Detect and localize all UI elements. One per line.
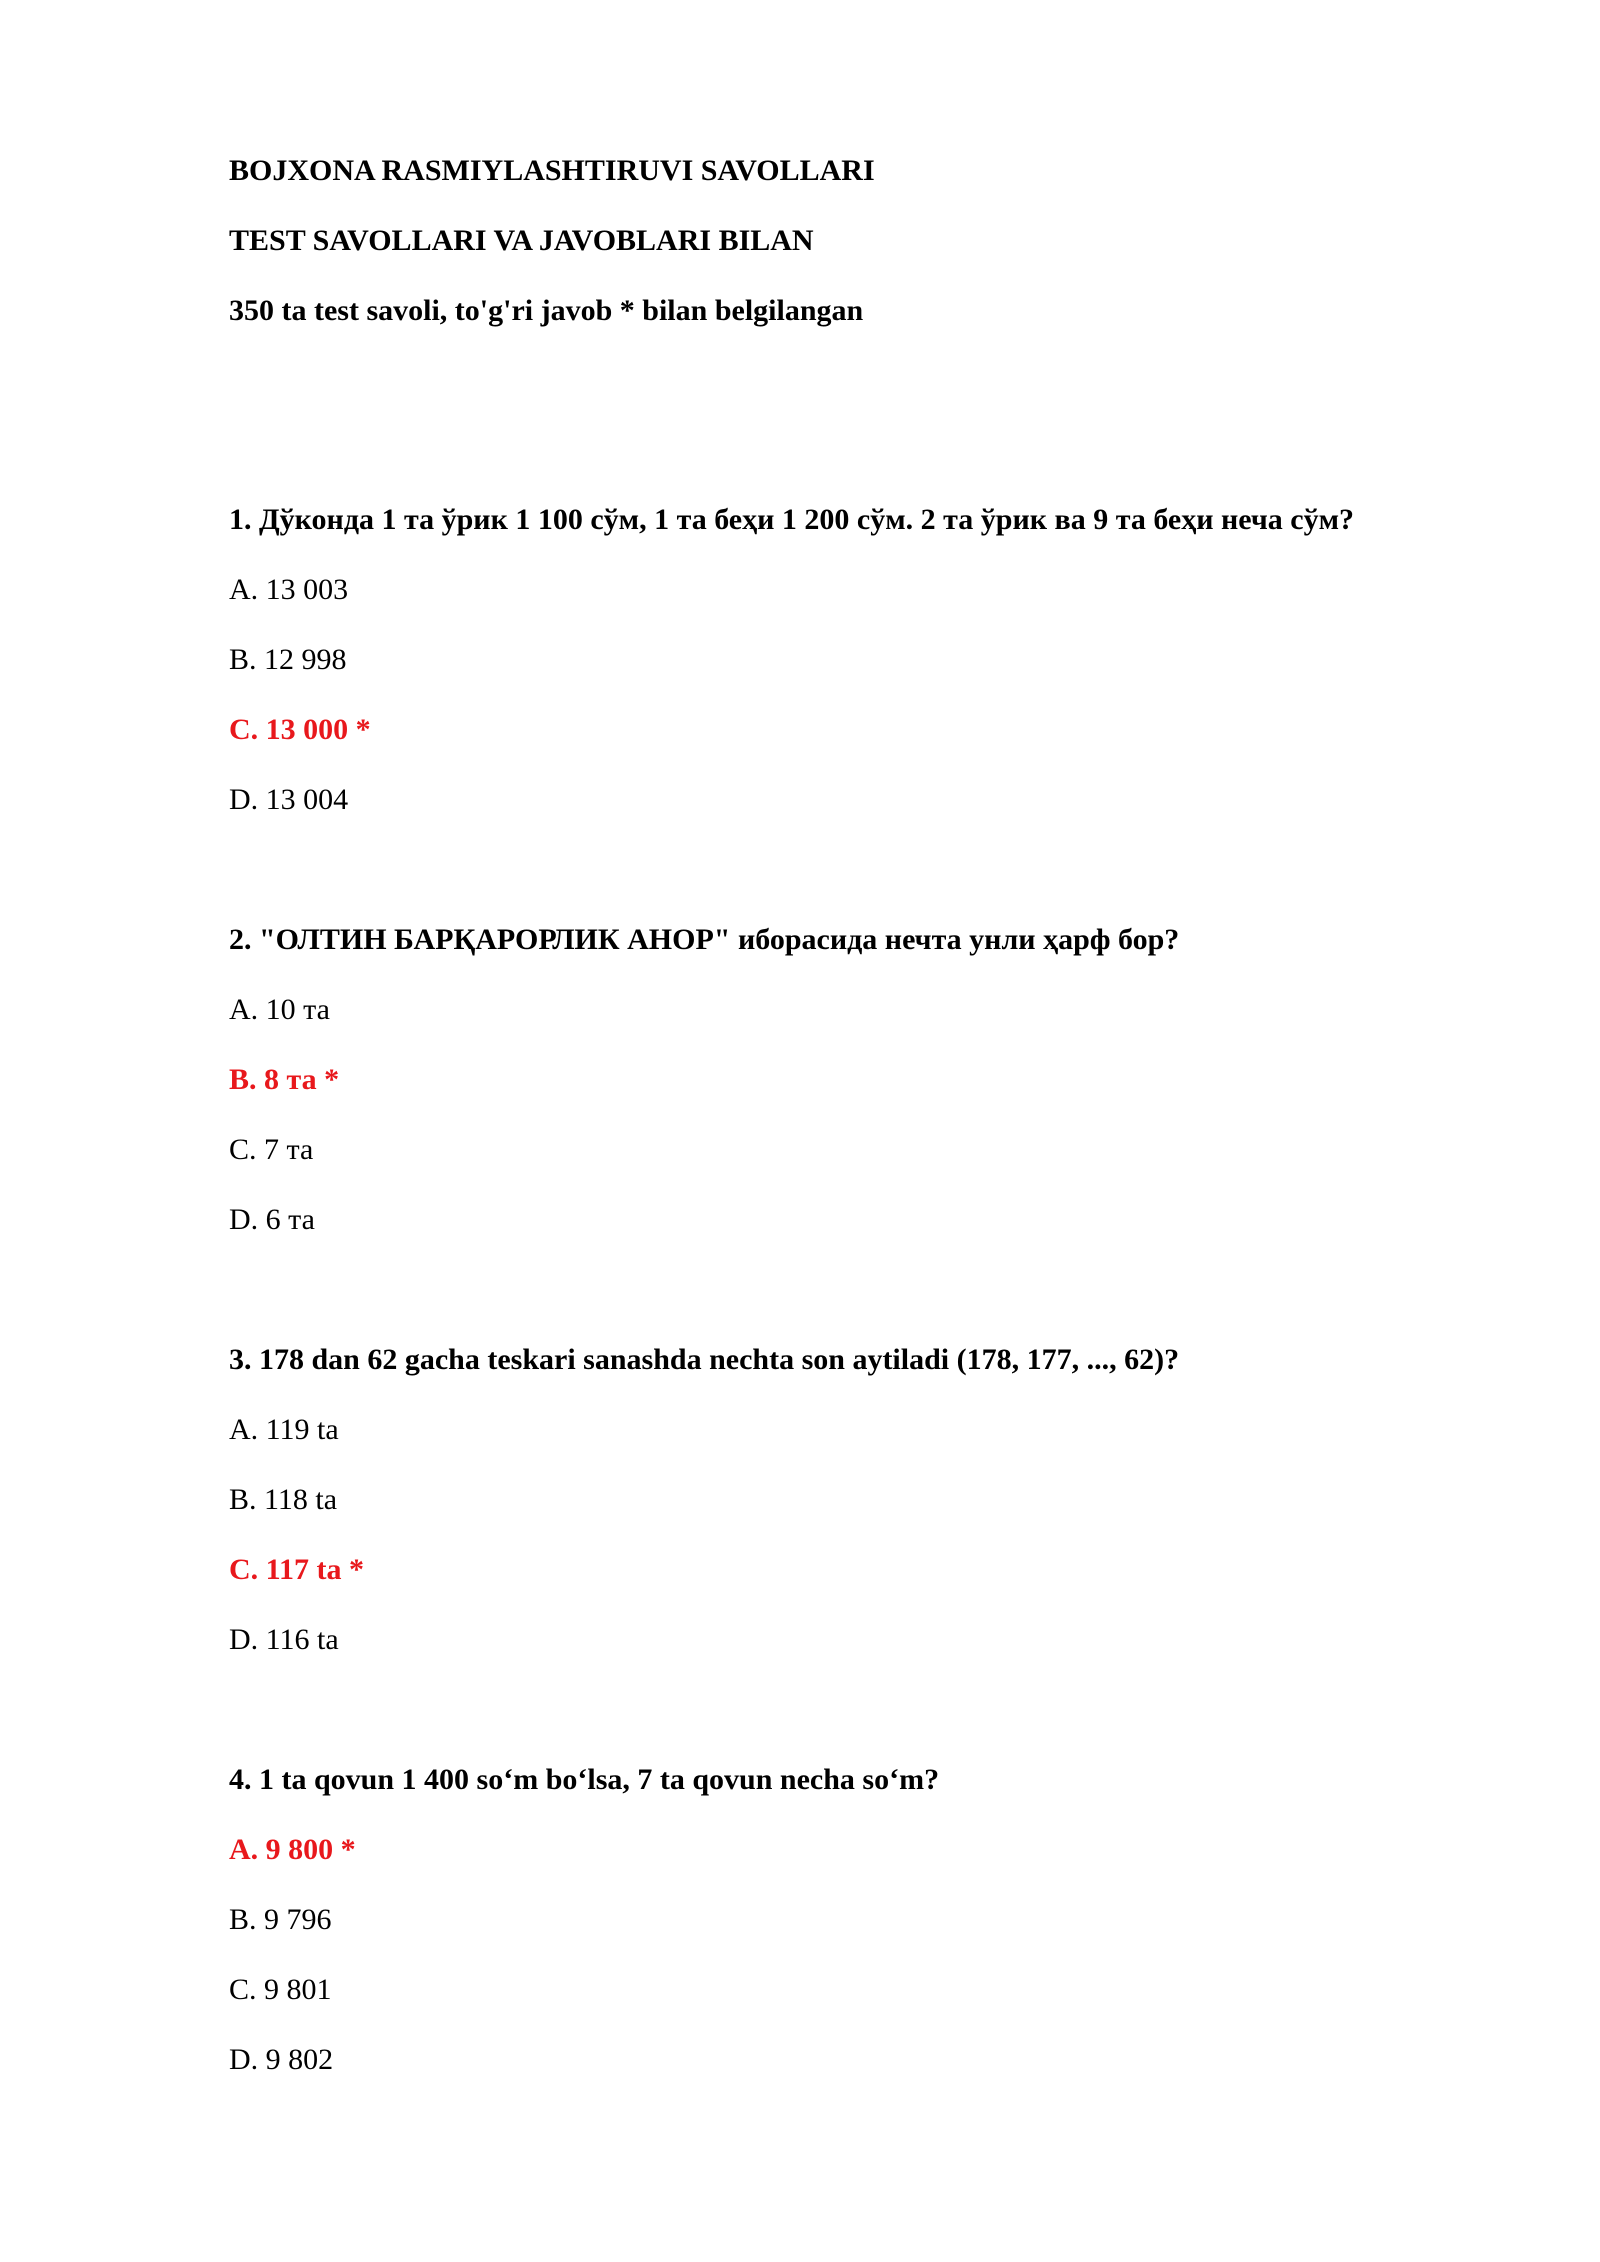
question-2-text: 2. "ОЛТИН БАРҚАРОРЛИК АНОР" иборасида нечта унли ҳарф бор? — [229, 923, 1180, 956]
question-4-text: 4. 1 ta qovun 1 400 so‘m bo‘lsa, 7 ta qovun necha so‘m? — [229, 1763, 940, 1796]
document-title: BOJXONA RASMIYLASHTIRUVI SAVOLLARI — [229, 154, 875, 187]
question-4-option-d: D. 9 802 — [229, 2043, 334, 2076]
question-3-option-d: D. 116 ta — [229, 1623, 339, 1656]
question-3-text: 3. 178 dan 62 gacha teskari sanashda nechta son aytiladi (178, 177, ..., 62)? — [229, 1343, 1180, 1376]
question-4-option-b: B. 9 796 — [229, 1903, 332, 1936]
question-4-option-c: C. 9 801 — [229, 1973, 332, 2006]
question-3-option-b: B. 118 ta — [229, 1483, 338, 1516]
question-1-text: 1. Дўконда 1 та ўрик 1 100 сўм, 1 та беҳи 1 200 сўм. 2 та ўрик ва 9 та беҳи неча сўм? — [229, 503, 1355, 536]
question-2-option-c: C. 7 та — [229, 1133, 314, 1166]
question-1-option-a: A. 13 003 — [229, 573, 349, 606]
question-1-option-c: C. 13 000 * — [229, 713, 371, 746]
question-1-option-d: D. 13 004 — [229, 783, 349, 816]
question-3-option-c: C. 117 ta * — [229, 1553, 364, 1586]
question-4-option-a: A. 9 800 * — [229, 1833, 356, 1866]
document-page — [229, 0, 1529, 2262]
question-2-option-d: D. 6 та — [229, 1203, 315, 1236]
document-note: 350 ta test savoli, to'g'ri javob * bilan belgilangan — [229, 294, 864, 327]
document-subtitle: TEST SAVOLLARI VA JAVOBLARI BILAN — [229, 224, 814, 257]
question-3-option-a: A. 119 ta — [229, 1413, 339, 1446]
question-2-option-b: B. 8 та * — [229, 1063, 340, 1096]
question-2-option-a: A. 10 та — [229, 993, 330, 1026]
question-1-option-b: B. 12 998 — [229, 643, 347, 676]
